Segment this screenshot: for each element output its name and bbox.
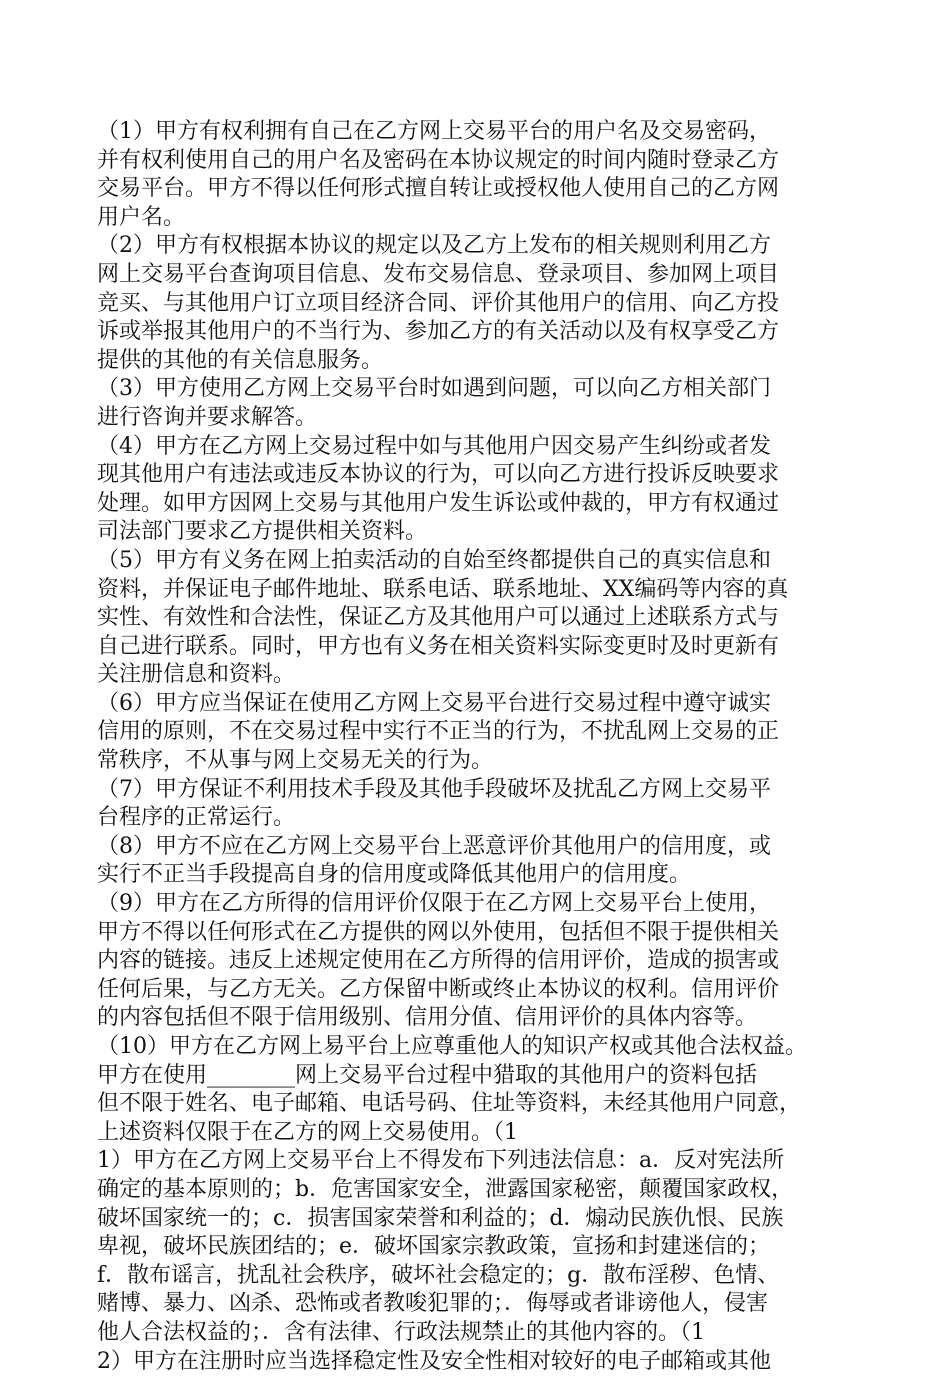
text-line: 任何后果，与乙方无关。乙方保留中断或终止本协议的权利。信用评价	[97, 976, 780, 1002]
text-line: 资料，并保证电子邮件地址、联系电话、联系地址、XX编码等内容的真	[97, 576, 789, 602]
text-line: 现其他用户有违法或违反本协议的行为，可以向乙方进行投诉反映要求	[97, 462, 780, 488]
text-line: 提供的其他的有关信息服务。	[97, 347, 384, 373]
text-line: 赌博、暴力、凶杀、恐怖或者教唆犯罪的；．侮辱或者诽谤他人，侵害	[97, 1291, 769, 1317]
text-line: （1）甲方有权利拥有自己在乙方网上交易平台的用户名及交易密码，	[97, 119, 771, 144]
text-line: （9）甲方在乙方所得的信用评价仅限于在乙方网上交易平台上使用，	[97, 891, 771, 917]
text-line: 但不限于姓名、电子邮箱、电话号码、住址等资料，未经其他用户同意，	[97, 1091, 802, 1117]
text-line: 处理。如甲方因网上交易与其他用户发生诉讼或仲裁的，甲方有权通过	[97, 490, 780, 516]
text-line: 台程序的正常运行。	[97, 805, 296, 831]
text-line: （7）甲方保证不利用技术手段及其他手段破坏及扰乱乙方网上交易平	[97, 776, 771, 802]
text-line: （3）甲方使用乙方网上交易平台时如遇到问题，可以向乙方相关部门	[97, 376, 771, 402]
text-line: （4）甲方在乙方网上交易过程中如与其他用户因交易产生纠纷或者发	[97, 433, 771, 459]
text-line: 诉或举报其他用户的不当行为、参加乙方的有关活动以及有权享受乙方	[97, 319, 780, 345]
text-line: 甲方不得以任何形式在乙方提供的网以外使用，包括但不限于提供相关	[97, 919, 780, 945]
text-line: 信用的原则，不在交易过程中实行不正当的行为，不扰乱网上交易的正	[97, 719, 780, 745]
text-line: 进行咨询并要求解答。	[97, 404, 318, 430]
text-line: （8）甲方不应在乙方网上交易平台上恶意评价其他用户的信用度，或	[97, 833, 771, 859]
text-line: （10）甲方在乙方网上易平台上应尊重他人的知识产权或其他合法权益。	[97, 1034, 807, 1059]
text-line: 实性、有效性和合法性，保证乙方及其他用户可以通过上述联系方式与	[97, 605, 780, 631]
text-line: 甲方在使用________网上交易平台过程中猎取的其他用户的资料包括	[97, 1062, 758, 1088]
text-line: 关注册信息和资料。	[97, 662, 296, 688]
text-line: 上述资料仅限于在乙方的网上交易使用。（1	[97, 1119, 518, 1145]
text-line: f．散布谣言，扰乱社会秩序，破坏社会稳定的；g．散布淫秽、色情、	[97, 1262, 780, 1288]
text-line: 2）甲方在注册时应当选择稳定性及安全性相对较好的电子邮箱或其他	[97, 1348, 771, 1374]
text-line: （5）甲方有义务在网上拍卖活动的自始至终都提供自己的真实信息和	[97, 547, 771, 573]
text-line: 并有权利使用自己的用户名及密码在本协议规定的时间内随时登录乙方	[97, 147, 780, 173]
text-line: （2）甲方有权根据本协议的规定以及乙方上发布的相关规则利用乙方	[97, 233, 771, 259]
text-line: 实行不正当手段提高自身的信用度或降低其他用户的信用度。	[97, 862, 692, 888]
text-line: 确定的基本原则的；b．危害国家安全，泄露国家秘密，颠覆国家政权，	[97, 1176, 794, 1202]
text-line: 用户名。	[97, 204, 186, 230]
text-line: 卑视，破坏民族团结的；e．破坏国家宗教政策，宣扬和封建迷信的；	[97, 1234, 771, 1260]
text-line: 自己进行联系。同时，甲方也有义务在相关资料实际变更时及时更新有	[97, 633, 780, 659]
text-line: 破坏国家统一的；c．损害国家荣誉和利益的；d．煽动民族仇恨、民族	[97, 1205, 784, 1231]
text-line: 交易平台。甲方不得以任何形式擅自转让或授权他人使用自己的乙方网	[97, 176, 780, 202]
text-line: 他人合法权益的；．含有法律、行政法规禁止的其他内容的。（1	[97, 1319, 705, 1345]
text-line: 网上交易平台查询项目信息、发布交易信息、登录项目、参加网上项目	[97, 261, 780, 287]
text-line: 常秩序，不从事与网上交易无关的行为。	[97, 748, 494, 774]
document-body	[97, 118, 857, 1376]
text-line: 的内容包括但不限于信用级别、信用分值、信用评价的具体内容等。	[97, 1005, 758, 1031]
text-line: 司法部门要求乙方提供相关资料。	[97, 519, 428, 545]
text-line: 1）甲方在乙方网上交易平台上不得发布下列违法信息：a．反对宪法所	[97, 1148, 785, 1174]
text-line: 竞买、与其他用户订立项目经济合同、评价其他用户的信用、向乙方投	[97, 290, 780, 316]
text-line: 内容的链接。违反上述规定使用在乙方所得的信用评价，造成的损害或	[97, 948, 780, 974]
text-line: （6）甲方应当保证在使用乙方网上交易平台进行交易过程中遵守诚实	[97, 690, 771, 716]
